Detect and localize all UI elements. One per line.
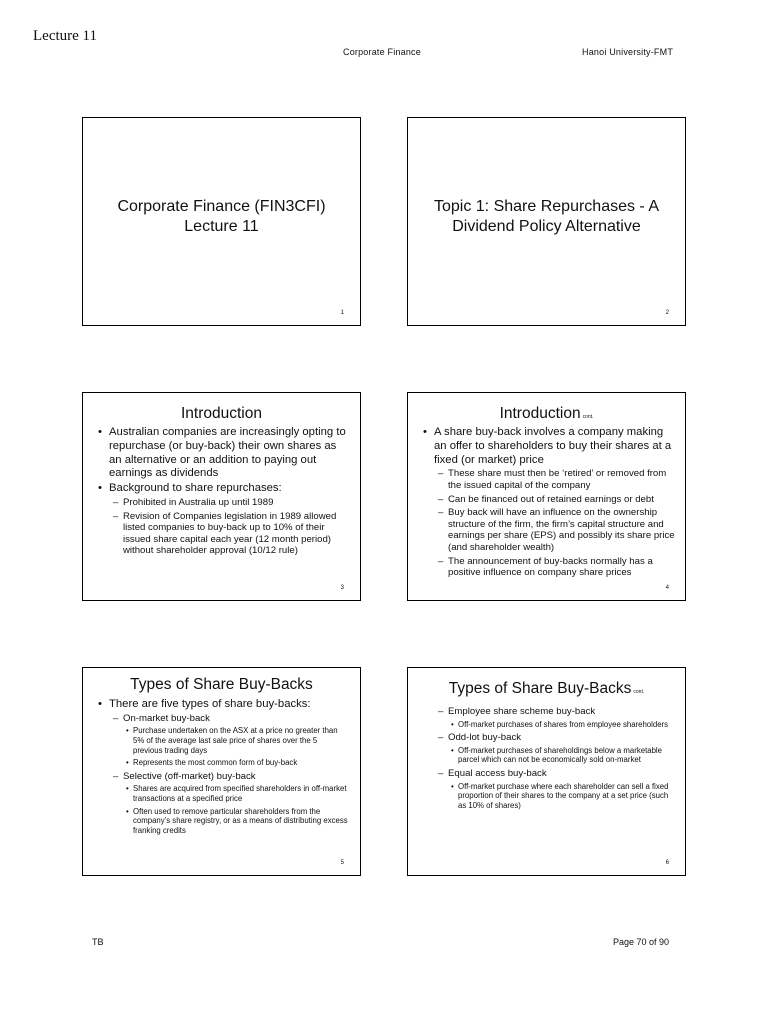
slide-number: 5 (340, 860, 344, 866)
sub-bullet-item: – Prohibited in Australia up until 1989 (83, 497, 360, 509)
sub-sub-bullet-item: • Often used to remove particular shareholders from the company’s share registry, or as a means of distributing excess franking credits (83, 807, 360, 836)
slide-1 (82, 117, 361, 326)
sub-bullet-item: – Buy back will have an influence on the ownership structure of the firm, the firm’s capital structure and earnings per share (EPS) and possibly its share price (and shareholder wealth) (408, 507, 685, 553)
slide-number: 3 (340, 585, 344, 591)
bullet-item: • Background to share repurchases: (83, 482, 360, 496)
slide-title-line: Corporate Finance (FIN3CFI) (117, 197, 326, 215)
sub-bullet-item: – Employee share scheme buy-back (408, 706, 685, 718)
slide-5 (82, 667, 361, 876)
bullet-item: • A share buy-back involves a company making an offer to shareholders to buy their shares at a fixed (or market) price (408, 426, 685, 467)
slide-body (83, 426, 360, 559)
title-cont-marker: cont. (582, 414, 594, 420)
slide-body (408, 706, 685, 813)
sub-sub-bullet-item: • Off-market purchase where each shareholder can sell a fixed proportion of their shares to the company at a set price (such as 10% of shares) (408, 782, 685, 811)
sub-sub-bullet-item: • Purchase undertaken on the ASX at a price no greater than 5% of the average last sale price of shares over the 5 previous trading days (83, 726, 360, 755)
slide-title: Introduction (181, 405, 262, 422)
sub-sub-bullet-item: • Off-market purchases of shareholdings below a marketable parcel which can not be economically sold on-market (408, 746, 685, 765)
slide-title-line: Lecture 11 (184, 217, 259, 235)
sub-sub-bullet-item: • Shares are acquired from specified shareholders in off-market transactions at a specified price (83, 784, 360, 803)
sub-bullet-item: – Equal access buy-back (408, 768, 685, 780)
sub-bullet-item: – These share must then be ‘retired’ or removed from the issued capital of the company (408, 468, 685, 491)
sub-bullet-item: – Revision of Companies legislation in 1989 allowed listed companies to buy-back up to 10% of their issued share capital each year (12 month period) without shareholder approval (10/12 rule) (83, 511, 360, 557)
slide-number: 4 (665, 585, 669, 591)
sub-bullet-item: – Odd-lot buy-back (408, 732, 685, 744)
page-number: Page 70 of 90 (613, 937, 670, 947)
slide-2 (407, 117, 686, 326)
slide-body (408, 426, 685, 581)
sub-sub-bullet-item: • Represents the most common form of buy-back (83, 758, 360, 768)
slide-number: 6 (665, 860, 669, 866)
header-institution: Hanoi University-FMT (582, 47, 674, 57)
slide-title: Types of Share Buy-Backs cont. (448, 680, 645, 697)
bullet-item: • There are five types of share buy-backs: (83, 698, 360, 712)
lecture-label: Lecture 11 (33, 28, 97, 44)
footer-initials: TB (92, 937, 104, 947)
sub-bullet-item: – Selective (off-market) buy-back (83, 771, 360, 783)
slide-title: Introduction cont. (499, 405, 594, 422)
slide-title-line: Dividend Policy Alternative (452, 217, 641, 235)
sub-bullet-item: – The announcement of buy-backs normally has a positive influence on company share prices (408, 556, 685, 579)
bullet-item: • Australian companies are increasingly opting to repurchase (or buy-back) their own shares as an alternative or an addition to paying out earnings as dividends (83, 426, 360, 481)
slide-title: Types of Share Buy-Backs (130, 676, 313, 693)
title-cont-marker: cont. (633, 689, 645, 695)
sub-bullet-item: – On-market buy-back (83, 713, 360, 725)
slide-6 (407, 667, 686, 876)
slide-number: 1 (340, 310, 344, 316)
slide-4 (407, 392, 686, 601)
slide-number: 2 (665, 310, 669, 316)
slide-3 (82, 392, 361, 601)
slide-body (83, 698, 360, 838)
sub-bullet-item: – Can be financed out of retained earnings or debt (408, 494, 685, 506)
slide-title-line: Topic 1: Share Repurchases - A (433, 197, 659, 215)
header-course: Corporate Finance (343, 47, 421, 57)
sub-sub-bullet-item: • Off-market purchases of shares from employee shareholders (408, 720, 685, 730)
